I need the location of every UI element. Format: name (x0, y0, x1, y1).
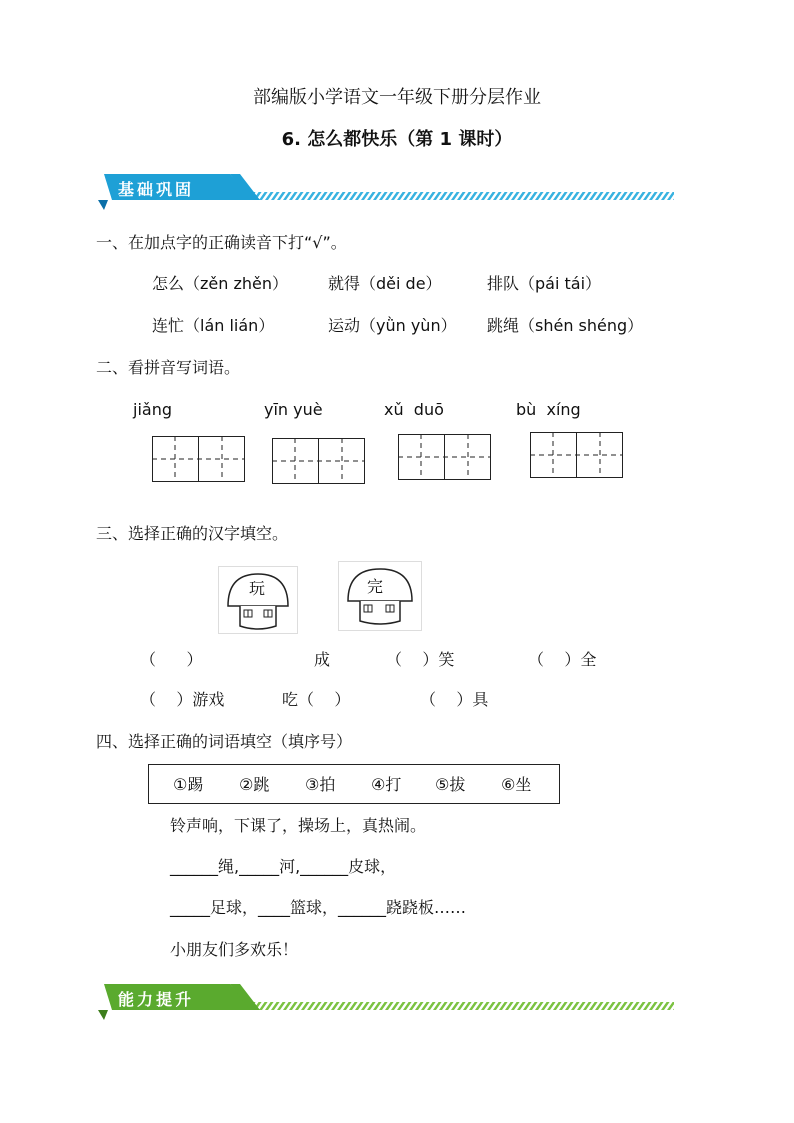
question-1-prompt: 一、在加点字的正确读音下打“√”。 (96, 233, 347, 252)
fill-blank[interactable]: （ ）全 (528, 650, 597, 669)
page-subtitle: 6. 怎么都快乐（第 1 课时） (281, 129, 513, 150)
question-2-prompt: 二、看拼音写词语。 (96, 358, 241, 377)
q1-item: 运动（yǜn yùn） (328, 316, 457, 335)
mushroom-card-1 (218, 566, 298, 634)
mushroom-char: 完 (367, 577, 384, 596)
fill-blank-word: 成 (314, 650, 331, 669)
writing-grid[interactable] (530, 432, 624, 479)
fill-blank[interactable]: （ ）笑 (386, 650, 455, 669)
fill-blank[interactable]: （ ） (140, 650, 203, 669)
section-label-basic: 基础巩固 (118, 180, 195, 199)
question-3-prompt: 三、选择正确的汉字填空。 (96, 524, 289, 543)
page-title: 部编版小学语文一年级下册分层作业 (253, 87, 541, 108)
passage-line[interactable]: _____足球，____篮球，______跷跷板…… (170, 898, 467, 917)
pinyin-label: xǔ duō (384, 400, 444, 419)
option-item: ⑤拔 (435, 775, 466, 794)
section-banner-ability (94, 980, 679, 1022)
writing-grid[interactable] (152, 436, 246, 483)
section-banner-basic (94, 170, 679, 212)
q1-item: 就得（děi de） (328, 274, 442, 293)
section-label-ability: 能力提升 (118, 990, 195, 1009)
word-choice-box (148, 764, 560, 804)
passage-line: 小朋友们多欢乐！ (170, 940, 299, 959)
option-item: ⑥坐 (501, 775, 532, 794)
option-item: ③拍 (305, 775, 336, 794)
writing-grid[interactable] (398, 434, 492, 481)
mushroom-char: 玩 (249, 579, 266, 598)
fill-blank[interactable]: （ ）游戏 (140, 690, 225, 709)
pinyin-label: bù xíng (516, 400, 581, 419)
option-item: ①踢 (173, 775, 204, 794)
option-item: ④打 (371, 775, 402, 794)
pinyin-label: yīn yuè (264, 400, 323, 419)
pinyin-label: jiǎng (133, 400, 172, 419)
q1-item: 排队（pái tái） (487, 274, 602, 293)
mushroom-card-2 (338, 561, 422, 631)
mushroom-icon (218, 566, 298, 634)
passage-line[interactable]: ______绳,_____河,______皮球， (170, 857, 397, 876)
passage-line: 铃声响，下课了，操场上，真热闹。 (170, 816, 427, 835)
option-item: ②跳 (239, 775, 270, 794)
fill-blank[interactable]: （ ）具 (420, 690, 489, 709)
q1-item: 怎么（zěn zhěn） (152, 274, 288, 293)
q1-item: 连忙（lán lián） (152, 316, 275, 335)
writing-grid[interactable] (272, 438, 366, 485)
fill-blank[interactable]: 吃（ ） (282, 690, 351, 709)
question-4-prompt: 四、选择正确的词语填空（填序号） (96, 732, 353, 751)
q1-item: 跳绳（shén shéng） (487, 316, 644, 335)
